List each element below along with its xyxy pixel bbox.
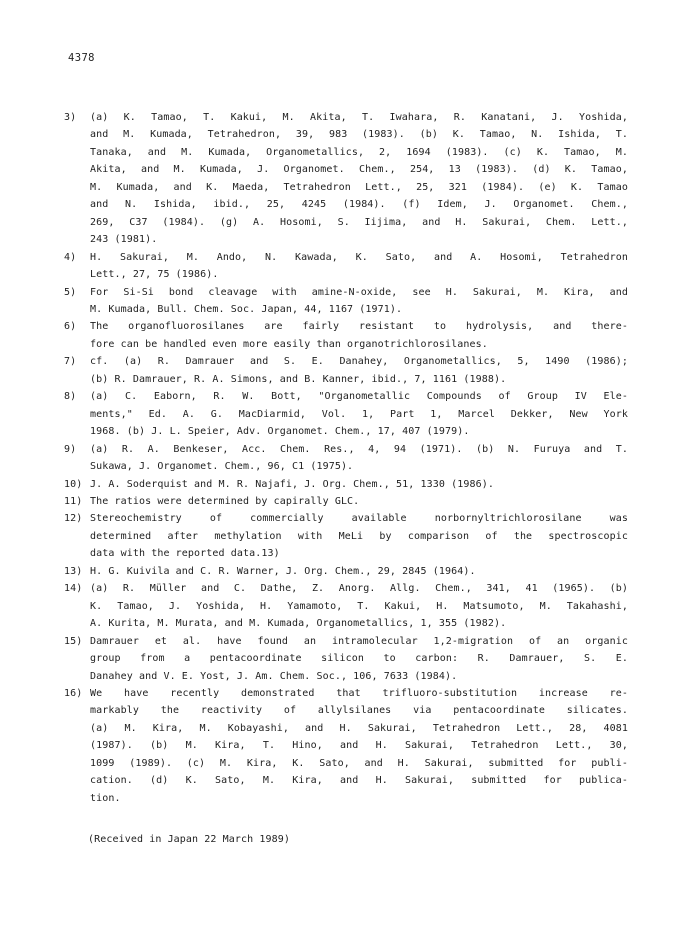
reference-text — [90, 563, 628, 580]
reference-number: 12) — [64, 513, 83, 525]
reference-line: Tanaka, and M. Kumada, Organometallics, 2, 1694 (1983). (c) K. Tamao, M. — [90, 146, 628, 158]
reference-line: M. Kumada, Bull. Chem. Soc. Japan, 44, 1167 (1971). — [90, 303, 403, 315]
reference-text — [90, 441, 628, 476]
reference-number: 5) — [64, 286, 77, 298]
reference-line: ments," Ed. A. G. MacDiarmid, Vol. 1, Part 1, Marcel Dekker, New York — [90, 408, 628, 420]
reference-line: determined after methylation with MeLi by comparison of the spectroscopic — [90, 530, 628, 542]
reference-line: and M. Kumada, Tetrahedron, 39, 983 (1983). (b) K. Tamao, N. Ishida, T. — [90, 129, 628, 141]
reference-item — [50, 493, 628, 510]
reference-line: group from a pentacoordinate silicon to carbon: R. Damrauer, S. E. — [90, 653, 628, 665]
reference-number: 11) — [64, 495, 83, 507]
received-date: (Received in Japan 22 March 1989) — [88, 834, 290, 845]
reference-line: 243 (1981). — [90, 234, 158, 246]
reference-text — [90, 685, 628, 807]
reference-number: 16) — [64, 687, 83, 699]
reference-text — [90, 249, 628, 284]
reference-number: 4) — [64, 251, 77, 263]
reference-number: 3) — [64, 112, 77, 123]
reference-text — [90, 388, 628, 440]
reference-line: 269, C37 (1984). (g) A. Hosomi, S. Iijima, and H. Sakurai, Chem. Lett., — [90, 216, 628, 228]
reference-line: The ratios were determined by capirally GLC. — [90, 495, 360, 507]
reference-item — [50, 441, 628, 476]
reference-item — [50, 318, 628, 353]
reference-text — [90, 353, 628, 388]
reference-item — [50, 109, 628, 249]
reference-text — [90, 493, 628, 510]
reference-text — [90, 633, 628, 685]
reference-line: H. Sakurai, M. Ando, N. Kawada, K. Sato, and A. Hosomi, Tetrahedron — [90, 251, 628, 263]
reference-text — [90, 284, 628, 319]
reference-line: We have recently demonstrated that trifluoro-substitution increase re- — [90, 687, 628, 699]
reference-line: 1099 (1989). (c) M. Kira, K. Sato, and H. Sakurai, submitted for publi- — [90, 757, 628, 769]
reference-line: (a) K. Tamao, T. Kakui, M. Akita, T. Iwahara, R. Kanatani, J. Yoshida, — [90, 112, 628, 123]
reference-line: K. Tamao, J. Yoshida, H. Yamamoto, T. Kakui, H. Matsumoto, M. Takahashi, — [90, 600, 628, 612]
reference-text — [90, 580, 628, 632]
reference-line: For Si-Si bond cleavage with amine-N-oxide, see H. Sakurai, M. Kira, and — [90, 286, 628, 298]
reference-line: markably the reactivity of allylsilanes via pentacoordinate silicates. — [90, 705, 628, 717]
reference-line: cf. (a) R. Damrauer and S. E. Danahey, Organometallics, 5, 1490 (1986); — [90, 356, 628, 368]
reference-line: (a) R. A. Benkeser, Acc. Chem. Res., 4, 94 (1971). (b) N. Furuya and T. — [90, 443, 628, 455]
reference-number: 10) — [64, 478, 83, 490]
reference-number: 7) — [64, 356, 77, 368]
reference-list — [50, 109, 628, 807]
reference-text — [90, 510, 628, 562]
reference-item — [50, 685, 628, 807]
reference-line: (b) R. Damrauer, R. A. Simons, and B. Kanner, ibid., 7, 1161 (1988). — [90, 373, 507, 385]
reference-number: 8) — [64, 391, 77, 403]
reference-number: 15) — [64, 635, 83, 647]
reference-number: 9) — [64, 443, 77, 455]
reference-item — [50, 388, 628, 440]
reference-number: 13) — [64, 565, 83, 577]
reference-item — [50, 476, 628, 493]
reference-line: (a) C. Eaborn, R. W. Bott, "Organometallic Compounds of Group IV Ele- — [90, 391, 628, 403]
reference-line: Sukawa, J. Organomet. Chem., 96, C1 (1975). — [90, 461, 354, 473]
reference-item — [50, 353, 628, 388]
reference-line: (a) M. Kira, M. Kobayashi, and H. Sakurai, Tetrahedron Lett., 28, 4081 — [90, 722, 628, 734]
reference-line: The organofluorosilanes are fairly resistant to hydrolysis, and there- — [90, 321, 628, 333]
reference-item — [50, 510, 628, 562]
reference-line: Stereochemistry of commercially available norbornyltrichlorosilane was — [90, 513, 628, 525]
reference-line: 1968. (b) J. L. Speier, Adv. Organomet. Chem., 17, 407 (1979). — [90, 426, 470, 438]
reference-line: Lett., 27, 75 (1986). — [90, 269, 219, 281]
reference-line: (1987). (b) M. Kira, T. Hino, and H. Sakurai, Tetrahedron Lett., 30, — [90, 740, 628, 752]
reference-line: J. A. Soderquist and M. R. Najafi, J. Org. Chem., 51, 1330 (1986). — [90, 478, 494, 490]
reference-item — [50, 580, 628, 632]
reference-item — [50, 249, 628, 284]
reference-text — [90, 476, 628, 493]
reference-line: tion. — [90, 792, 121, 804]
reference-line: Akita, and M. Kumada, J. Organomet. Chem., 254, 13 (1983). (d) K. Tamao, — [90, 164, 628, 176]
reference-item — [50, 633, 628, 685]
reference-line: H. G. Kuivila and C. R. Warner, J. Org. Chem., 29, 2845 (1964). — [90, 565, 476, 577]
reference-text — [90, 109, 628, 249]
reference-number: 6) — [64, 321, 77, 333]
reference-line: Damrauer et al. have found an intramolecular 1,2-migration of an organic — [90, 635, 628, 647]
page-number: 4378 — [68, 52, 95, 64]
reference-line: (a) R. Müller and C. Dathe, Z. Anorg. Allg. Chem., 341, 41 (1965). (b) — [90, 583, 628, 595]
reference-item — [50, 284, 628, 319]
reference-line: M. Kumada, and K. Maeda, Tetrahedron Lett., 25, 321 (1984). (e) K. Tamao — [90, 181, 628, 193]
reference-line: A. Kurita, M. Murata, and M. Kumada, Organometallics, 1, 355 (1982). — [90, 618, 507, 630]
reference-line: Danahey and V. E. Yost, J. Am. Chem. Soc., 106, 7633 (1984). — [90, 670, 458, 682]
reference-line: cation. (d) K. Sato, M. Kira, and H. Sakurai, submitted for publica- — [90, 775, 628, 787]
reference-line: and N. Ishida, ibid., 25, 4245 (1984). (f) Idem, J. Organomet. Chem., — [90, 199, 628, 211]
reference-line: data with the reported data.13) — [90, 548, 280, 560]
reference-line: fore can be handled even more easily than organotrichlorosilanes. — [90, 338, 488, 350]
reference-text — [90, 318, 628, 353]
reference-item — [50, 563, 628, 580]
reference-number: 14) — [64, 583, 83, 595]
